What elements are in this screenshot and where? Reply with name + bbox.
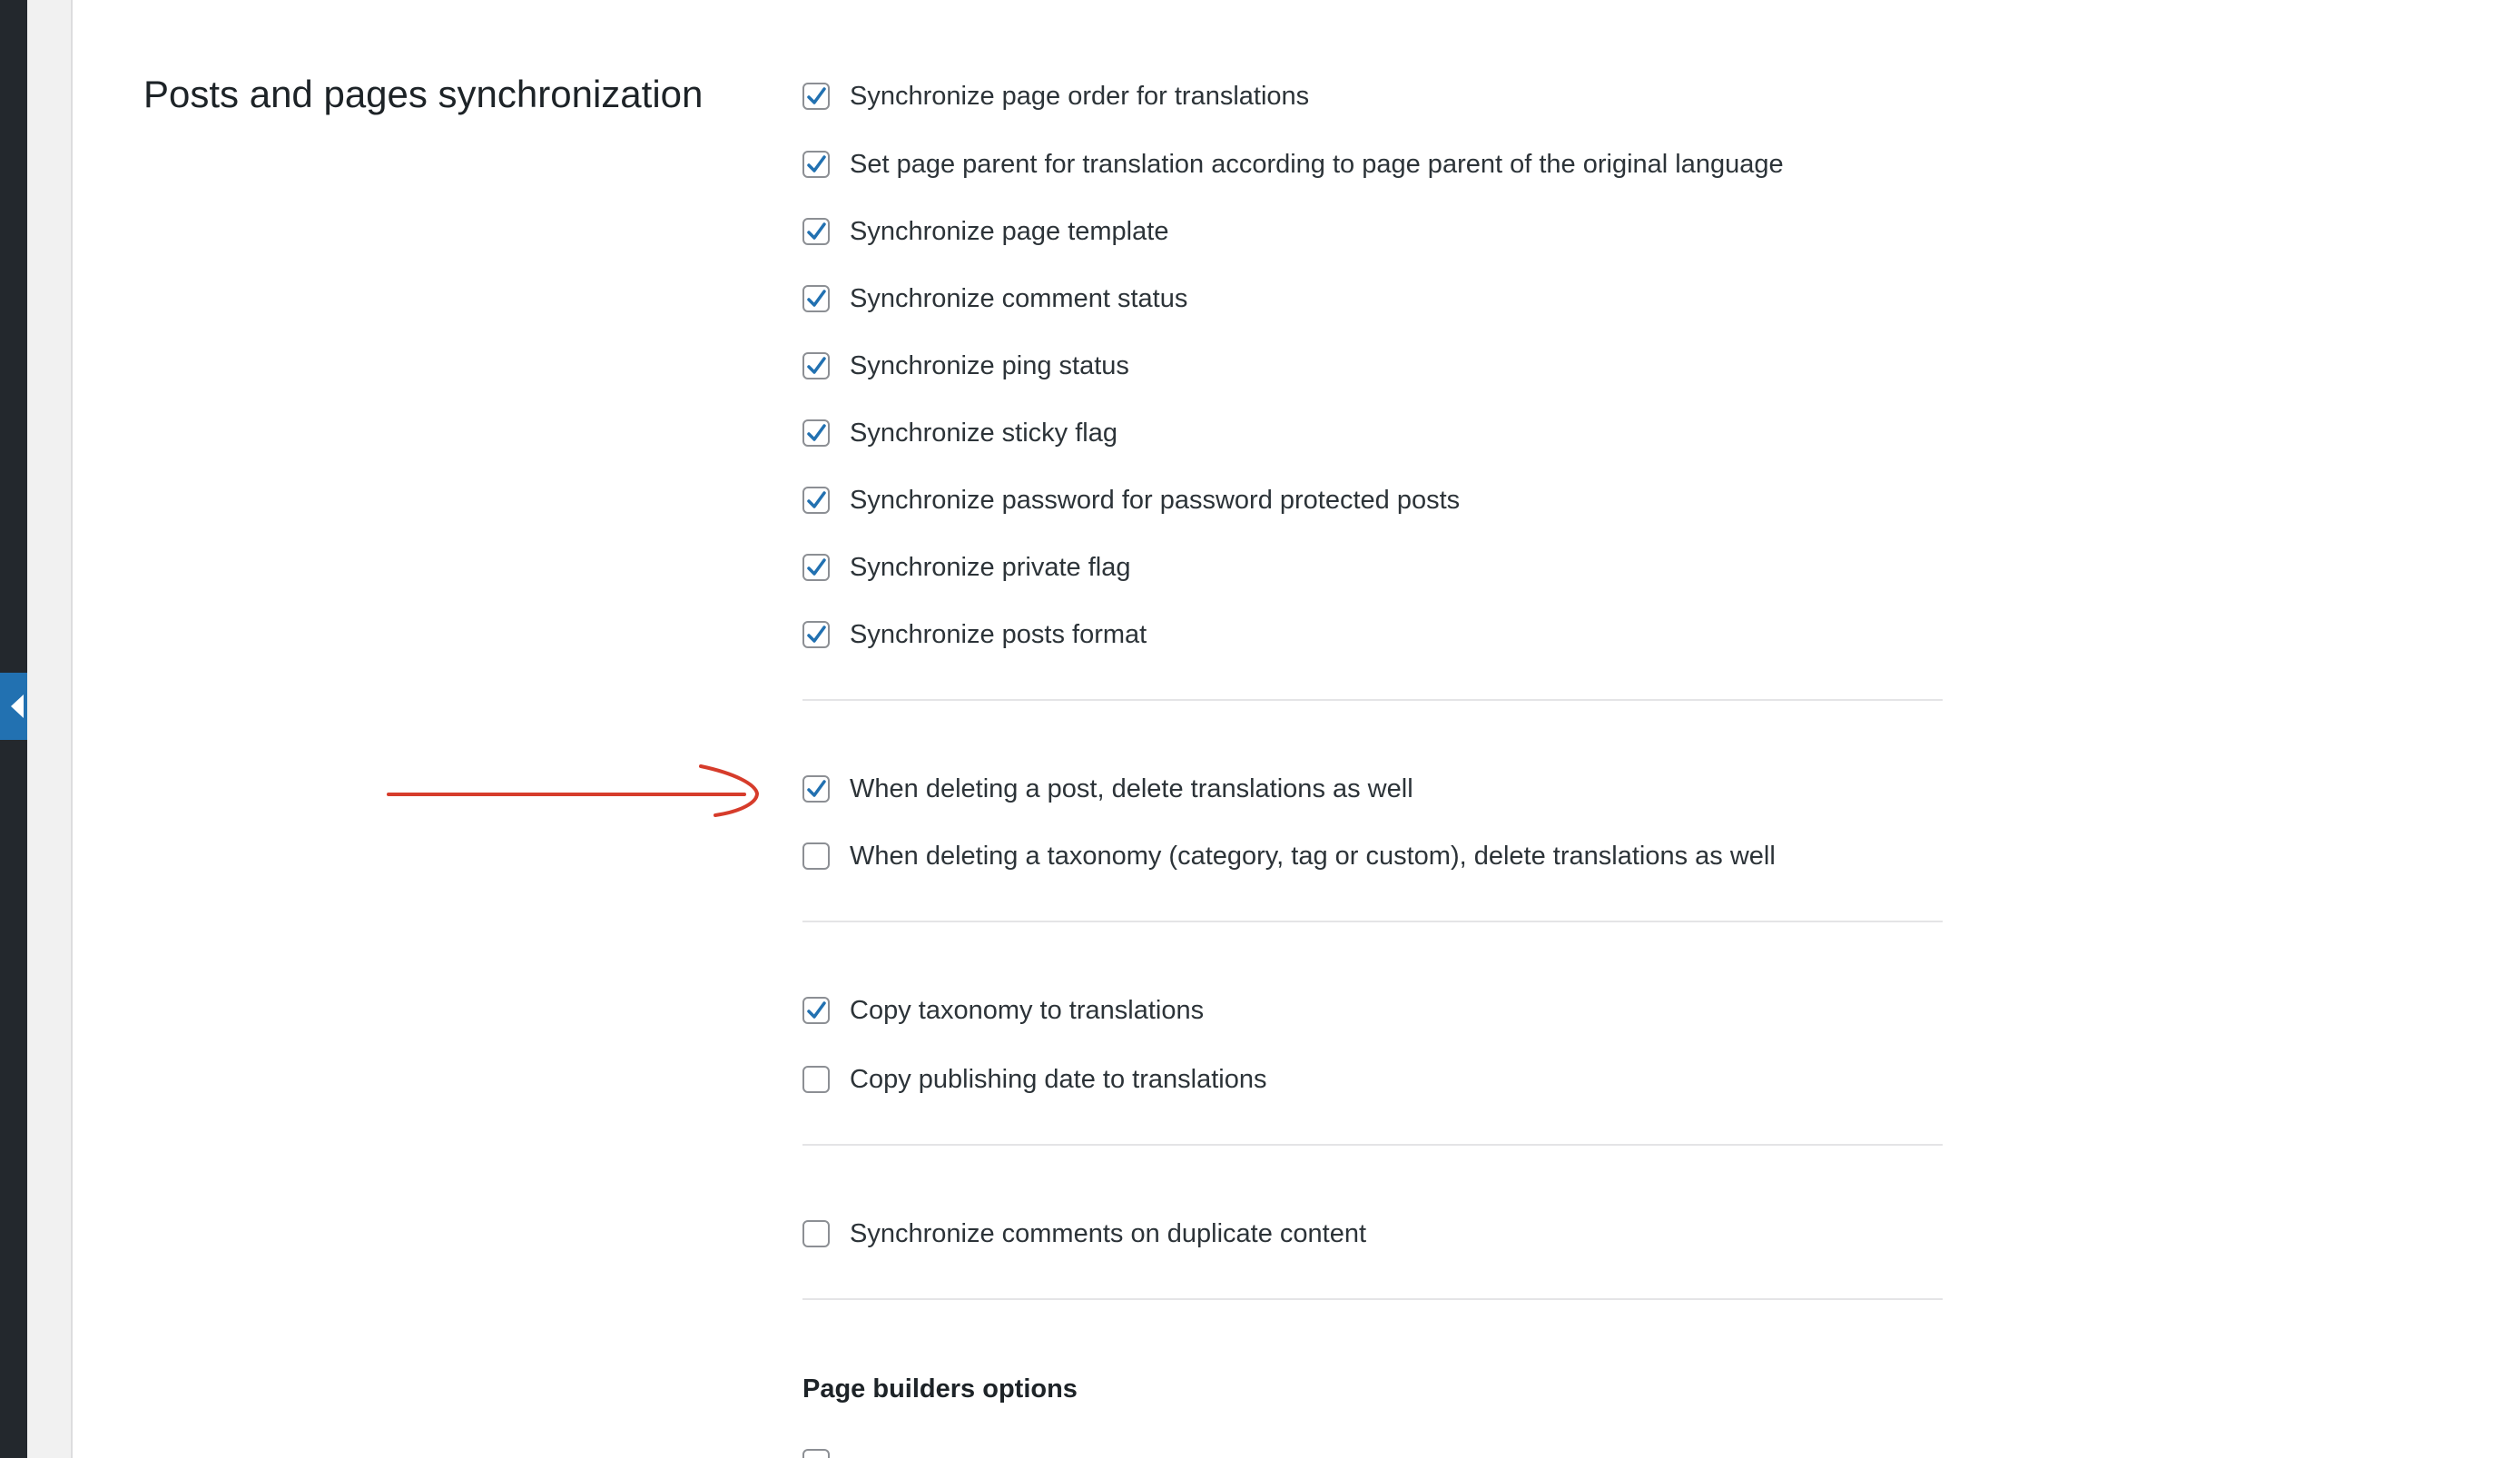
option-page-parent[interactable] (802, 146, 1784, 182)
annotation-arrow-icon (381, 761, 763, 817)
checkbox[interactable] (802, 842, 830, 870)
option-label: Set page parent for translation according to page parent of the original language (850, 149, 1784, 179)
option-label: Synchronize posts format (850, 619, 1147, 649)
option-label: Synchronize page template (850, 216, 1169, 246)
collapse-menu-button[interactable] (0, 673, 27, 740)
checkmark-icon (804, 287, 828, 310)
checkbox[interactable] (802, 151, 830, 178)
option-sync-private-flag[interactable] (802, 549, 1131, 586)
checkmark-icon (804, 556, 828, 579)
checkbox[interactable] (802, 997, 830, 1024)
checkbox[interactable] (802, 1220, 830, 1247)
option-delete-post-translations[interactable] (802, 771, 1413, 807)
option-label: Synchronize comment status (850, 283, 1188, 313)
option-sync-password[interactable] (802, 482, 1460, 518)
option-label: Synchronize private flag (850, 552, 1131, 582)
option-delete-taxonomy-translations[interactable] (802, 838, 1776, 874)
checkmark-icon (804, 153, 828, 176)
option-sync-page-order[interactable] (802, 78, 1309, 114)
option-sync-page-template[interactable] (802, 213, 1168, 250)
checkbox[interactable] (802, 419, 830, 447)
option-label: Synchronize page order for translations (850, 81, 1310, 111)
divider (802, 699, 1943, 701)
option-copy-publishing-date[interactable] (802, 1061, 1266, 1098)
checkbox[interactable] (802, 1066, 830, 1093)
divider (802, 1144, 1943, 1146)
option-label: Synchronize password for password protected posts (850, 485, 1461, 515)
page-builders-heading: Page builders options (802, 1374, 1078, 1404)
option-label: When deleting a taxonomy (category, tag or custom), delete translations as well (850, 841, 1776, 871)
checkbox[interactable] (802, 487, 830, 514)
divider (802, 921, 1943, 922)
divider (802, 1298, 1943, 1300)
checkmark-icon (804, 999, 828, 1022)
option-label: Copy publishing date to translations (850, 1064, 1267, 1094)
option-label: Copy taxonomy to translations (850, 995, 1205, 1025)
checkbox[interactable] (802, 83, 830, 110)
section-title: Posts and pages synchronization (143, 73, 704, 115)
option-label: Synchronize ping status (850, 350, 1129, 380)
checkbox[interactable] (802, 352, 830, 379)
checkmark-icon (804, 421, 828, 445)
content-gutter (27, 0, 73, 1458)
option-sync-posts-format[interactable] (802, 616, 1147, 653)
option-sync-comments-duplicate[interactable] (802, 1216, 1366, 1252)
checkbox[interactable] (802, 775, 830, 803)
checkmark-icon (804, 623, 828, 646)
checkbox[interactable] (802, 218, 830, 245)
option-sync-sticky-flag[interactable] (802, 415, 1117, 451)
option-copy-taxonomy[interactable] (802, 992, 1204, 1029)
option-label: Synchronize comments on duplicate content (850, 1218, 1367, 1248)
checkbox[interactable] (802, 621, 830, 648)
checkbox[interactable] (802, 285, 830, 312)
option-label: Synchronize sticky flag (850, 418, 1117, 448)
checkmark-icon (804, 354, 828, 378)
option-sync-comment-status[interactable] (802, 281, 1187, 317)
option-sync-ping-status[interactable] (802, 348, 1129, 384)
option-label: When deleting a post, delete translations as well (850, 773, 1413, 803)
checkmark-icon (804, 84, 828, 108)
checkbox[interactable] (802, 554, 830, 581)
checkmark-icon (804, 220, 828, 243)
partial-checkbox[interactable] (802, 1449, 830, 1458)
checkmark-icon (804, 777, 828, 801)
checkmark-icon (804, 488, 828, 512)
